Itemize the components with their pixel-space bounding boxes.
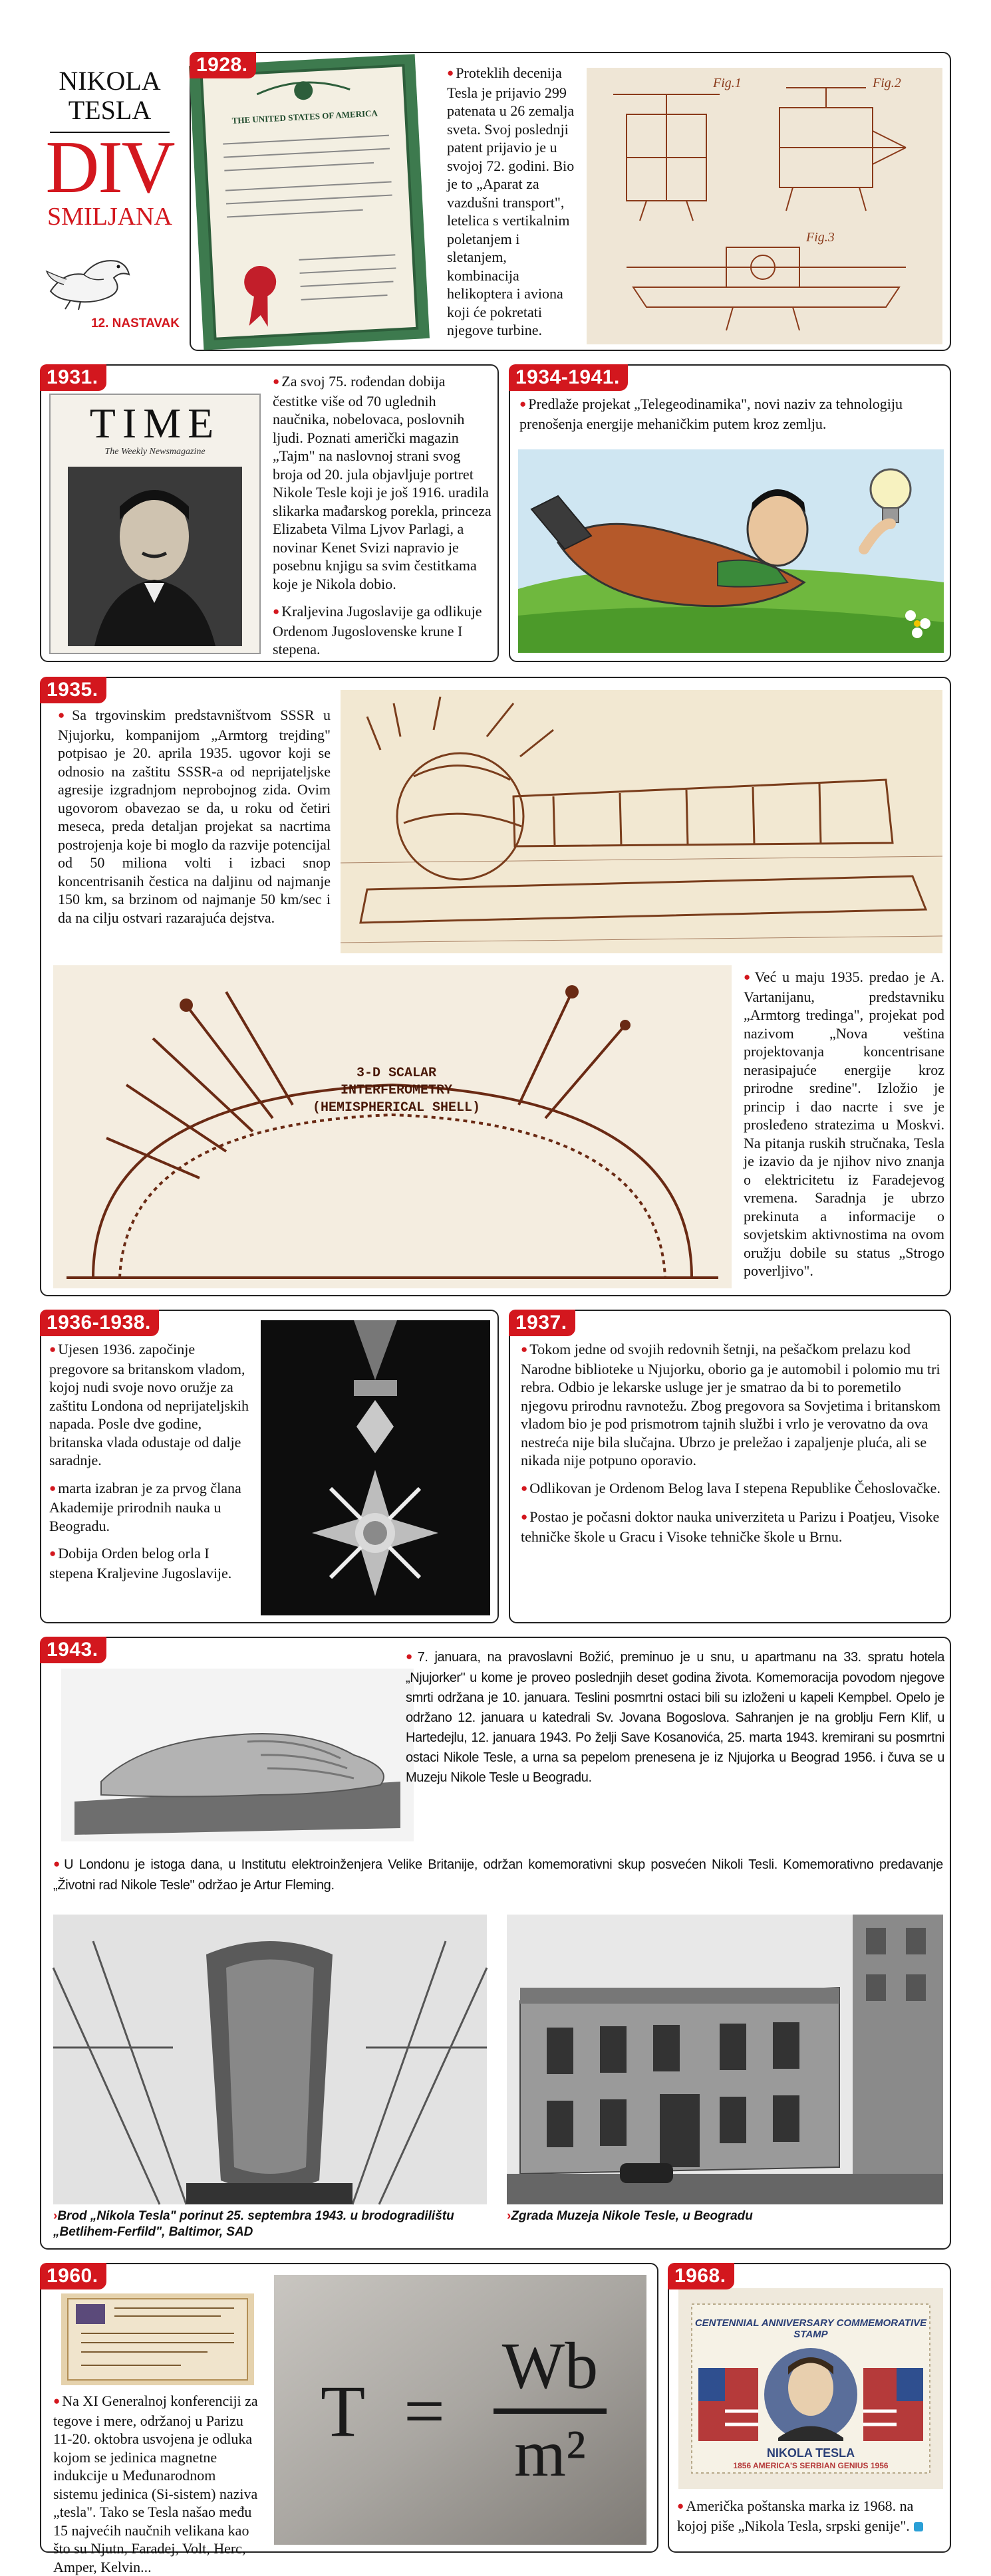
bullet-icon: ● [49,1343,57,1355]
paragraph: Predlaže projekat „Telegeodinamika", novi naziv za tehnologiju prenošenja energije mehaničkim putem kroz zemlju. [519,396,903,432]
tesla-portrait [68,467,242,646]
stamp-name: NIKOLA TESLA [766,2446,855,2460]
masthead-name [40,66,180,125]
paragraph: ● Za svoj 75. rođendan dobija čestitke više od 70 uglednih naučnika, nobelovaca, poslovnih ljudi. Poznati američki magazin „Tajm" na naslovnoj strani svog broja od 20. jula objavljuje portret Nikole Tesle koji je još 1916. uradila slikarka mađarskog porekla, princeza Elizabeta Vilma Ljvov Parlagi, a novinar Kenet Svizi napravio je posebnu knjigu sa svim čestitkama koje je Nikola dobio. [273,373,492,592]
formula-numerator: Wb [501,2329,599,2402]
bullet-icon: ● [406,1650,416,1663]
time-magazine-tagline: The Weekly Newsmagazine [104,447,206,457]
death-mask-hand-image [61,1669,414,1841]
text-1934 [519,395,945,433]
paragraph: ● Ujesen 1936. započinje pregovore sa britanskom vladom, kojoj nudi svoje novo oružje za zaštitu Londona od neprijateljskih napada. Posle dve godine, britanska vlada odustaje od dalje saradnje. [49,1341,249,1468]
scalar-interferometry-diagram [53,965,732,1288]
bullet-icon: ● [58,709,71,721]
section-1935 [40,677,951,1296]
paragraph: U Londonu je istoga dana, u Institutu elektroinženjera Velike Britanije, održan komemorativni skup posvećen Nikoli Tesli. Komemorativno predavanje „Životni rad Nikole Tesle" održao je Artur Fleming. [53,1857,943,1893]
tesla-cartoon-illustration [518,449,944,653]
section-1934-1941 [509,364,951,662]
section-1928 [190,52,951,351]
ship-launch-photo [53,1915,487,2204]
formula-lhs: T [321,2371,366,2452]
caption-ship: ›Brod „Nikola Tesla" porinut 25. septembra 1943. u brodogradilištu „Betlihem-Ferfild", Baltimor, SAD [53,2209,454,2239]
section-1960 [40,2263,658,2575]
bullet-icon: ● [521,1510,528,1523]
section-1943 [40,1637,951,2250]
bullet-icon: ● [53,2395,61,2407]
year-badge: 1943. [40,1637,106,1663]
masthead [40,52,180,336]
aircraft-patent-drawing [587,68,942,344]
text-1943-b [53,1855,943,1895]
masthead-name-line2: TESLA [68,95,152,125]
bullet-icon: ● [677,2500,684,2512]
paragraph: Američka poštanska marka iz 1968. na kojoj piše „Nikola Tesla, srpski genije". [677,2498,914,2534]
text-1935-a [58,706,331,927]
masthead-subtitle: SMILJANA [47,203,172,231]
paragraph: Već u maju 1935. predao je A. Vartanijanu, predstavniku „Armtorg tredinga", projekat pod nazivom „Nova veština projektovanja koncentrisane nerasipajuće energije kroz prirodne sredine". Izložio je princip i dao nacrte i sve je prosleđeno stratezima u Moskvi. Na pitanja ruskih stručnaka, Tesla je izavio da je njihov nivo znanja o elektricitetu iz Faradejevog vremena. Saradnja je ubrzo prekinuta a informacije o sovjetskim aktivnostima na ovom oružju dobile su status „Strogo poverljivo". [744,969,944,1279]
masthead-name-line1: NIKOLA [59,66,161,96]
text-1931 [273,372,492,668]
section-1968 [668,2263,951,2553]
text-1968 [677,2497,946,2535]
bullet-icon: ● [521,1481,528,1494]
year-badge: 1968. [668,2263,734,2289]
text-1935-b [744,968,944,1280]
bullet-icon: ● [273,375,280,388]
text-1936 [49,1340,249,1591]
bullet-icon: ● [744,971,753,983]
masthead-title: DIV [45,126,174,209]
year-badge: 1935. [40,677,106,703]
paragraph: Sa trgovinskim predstavništvom SSSR u Njujorku, kompanijom „Armtorg trejding" potpisao je 20. aprila 1935. ugovor koji se odnosio na zaštitu SSSR-a od neprijateljske agresije izgradnjom neprobojnog zida. Ovim ugovorom obavezao se da, u roku od četiri meseca, preda detaljan projekat sa nacrtima postrojenja koje bi moglo da razvije potencijal od 50 miliona volti i izbaci snop koncentrisanih čestica na daljinu od najmanje 150 km, sa brzinom od najmanje 50 km/sec i da na cilju ostvari razarajuća dejstva. [58,707,331,926]
bullet-icon: ● [49,1481,57,1494]
year-badge: 1937. [509,1310,575,1336]
tesla-unit-formula-plaque [274,2275,646,2545]
text-1943-a [406,1647,944,1788]
paragraph: Na XI Generalnoj konferenciji za tegove i mere, održanoj u Parizu 11-20. oktobra usvojena je odluka kojom se jedinica magnetne indukcije u Međunarodnom sistemu jedinica (Si-sistem) naziva „tesla". Tako se Tesla našao među 15 najvećih naučnih velikana kao što su Njutn, Faradej, Volt, Herc, Amper, Kelvin... [53,2393,258,2575]
year-badge: 1936-1938. [40,1310,159,1336]
chevron-right-icon: › [507,2209,511,2223]
paragraph: ● Tokom jedne od svojih redovnih šetnji, na pešačkom prelazu kod Narodne biblioteke u Njujorku, oborio ga je automobil i polomio mu tri rebra. Odbio je lekarske usluge jer je smatrao da bi to poremetilo njegovu prirodnu ravnotežu. Zbog pregovora sa Sovjetima i britanskom vladom bio je pod prismotrom tajnih službi i vrlo je verovatno da ova nestreća nije bila slučajna. Ubrzo je preležao i zapaljenje pluća, ali se nikada nije potpuno oporavio. [521,1341,941,1468]
text-1960 [53,2392,259,2576]
paragraph: ● Dobija Orden belog orla I stepena Kraljevine Jugoslavije. [49,1545,232,1581]
formula-equals: = [404,2371,446,2452]
text-1937 [521,1340,944,1555]
tesla-museum-building-photo [507,1915,943,2204]
year-badge: 1931. [40,364,106,391]
paragraph: ● Kraljevina Jugoslavije ga odlikuje Ordenom Jugoslovenske krune I stepena. [273,603,482,657]
order-white-eagle-image [261,1320,490,1615]
figure-label-3: Fig.3 [806,230,835,245]
time-magazine-title: TIME [89,400,221,447]
paragraph: ● Postao je počasni doktor nauka univerziteta u Parizu i Poatjeu, Visoke tehničke škole u Gracu i Visoke tehničke škole u Brnu. [521,1508,940,1545]
paragraph: ● marta izabran je za prvog člana Akademije prirodnih nauka u Beogradu. [49,1479,241,1534]
caption-museum: ›Zgrada Muzeja Nikole Tesle, u Beogradu [507,2209,753,2223]
formula-denominator: m² [514,2416,586,2490]
year-badge: 1960. [40,2263,106,2289]
end-mark-icon [914,2522,923,2531]
bullet-icon: ● [519,398,527,410]
bullet-icon: ● [447,66,454,79]
certificate-heading: THE UNITED STATES OF AMERICA [231,108,378,126]
chevron-right-icon: › [53,2209,58,2223]
figure-label-1: Fig.1 [713,76,742,90]
patent-certificate-image [189,54,430,350]
stamp-arc-text: CENTENNIAL ANNIVERSARY COMMEMORATIVE STAMP [694,2317,927,2340]
paragraph: 7. januara, na pravoslavni Božić, preminuo je u snu, u apartmanu na 33. spratu hotela „Njujorker" u kome je proveo poslednjih deset godina života. Komemoracija povodom njegove smrti održana je 10. januara. Teslini posmrtni ostaci bili su izloženi u kapeli Kempbel. Opelo je održano 12. januara u katedrali Sv. Jovana Bogoslova. Sahranjen je na groblju Fern Klif, u Hartedejlu, 12. januara 1943. Po želji Save Kosanovića, 25. marta 1943. kremirani su posmrtni ostaci Nikole Tesle, a urna sa pepelom prenesena je iz Njujorka u Beograd 1956. i čuva se u Muzeju Nikole Tesle u Beogradu. [406,1650,944,1785]
bullet-icon: ● [49,1547,57,1560]
section-1936-1938 [40,1310,499,1623]
si-conference-document-image [61,2293,254,2385]
paragraph: Proteklih decenija Tesla je prijavio 299 patenata u 26 zemalja sveta. Svoj poslednji patent prijavio je u svojoj 72. godini. Bio je to „Aparat za vazdušni transport", letelica s vertikalnim poletanjem i sletanjem, kombinacija helikoptera i aviona koji će pokretati njegove turbine. [447,64,575,338]
section-1931 [40,364,499,662]
diagram-label: 3-D SCALAR INTERFEROMETRY (HEMISPHERICAL SHELL) [313,1066,481,1115]
masthead-installment: 12. NASTAVAK [90,316,180,330]
bullet-icon: ● [53,1857,63,1870]
particle-beam-sketch [341,690,942,953]
text-1928 [447,64,577,340]
commemorative-stamp-image [678,2288,943,2489]
stamp-years: 1856 AMERICA'S SERBIAN GENIUS 1956 [733,2461,889,2470]
paragraph: ● Odlikovan je Ordenom Belog lava I stepena Republike Čehoslovačke. [521,1479,940,1496]
year-badge: 1928. [190,52,256,78]
dove-icon [44,245,137,311]
section-1937 [509,1310,951,1623]
figure-label-2: Fig.2 [873,76,901,90]
time-magazine-cover [49,394,261,654]
bullet-icon: ● [273,605,280,618]
bullet-icon: ● [521,1343,528,1355]
year-badge: 1934-1941. [509,364,628,391]
